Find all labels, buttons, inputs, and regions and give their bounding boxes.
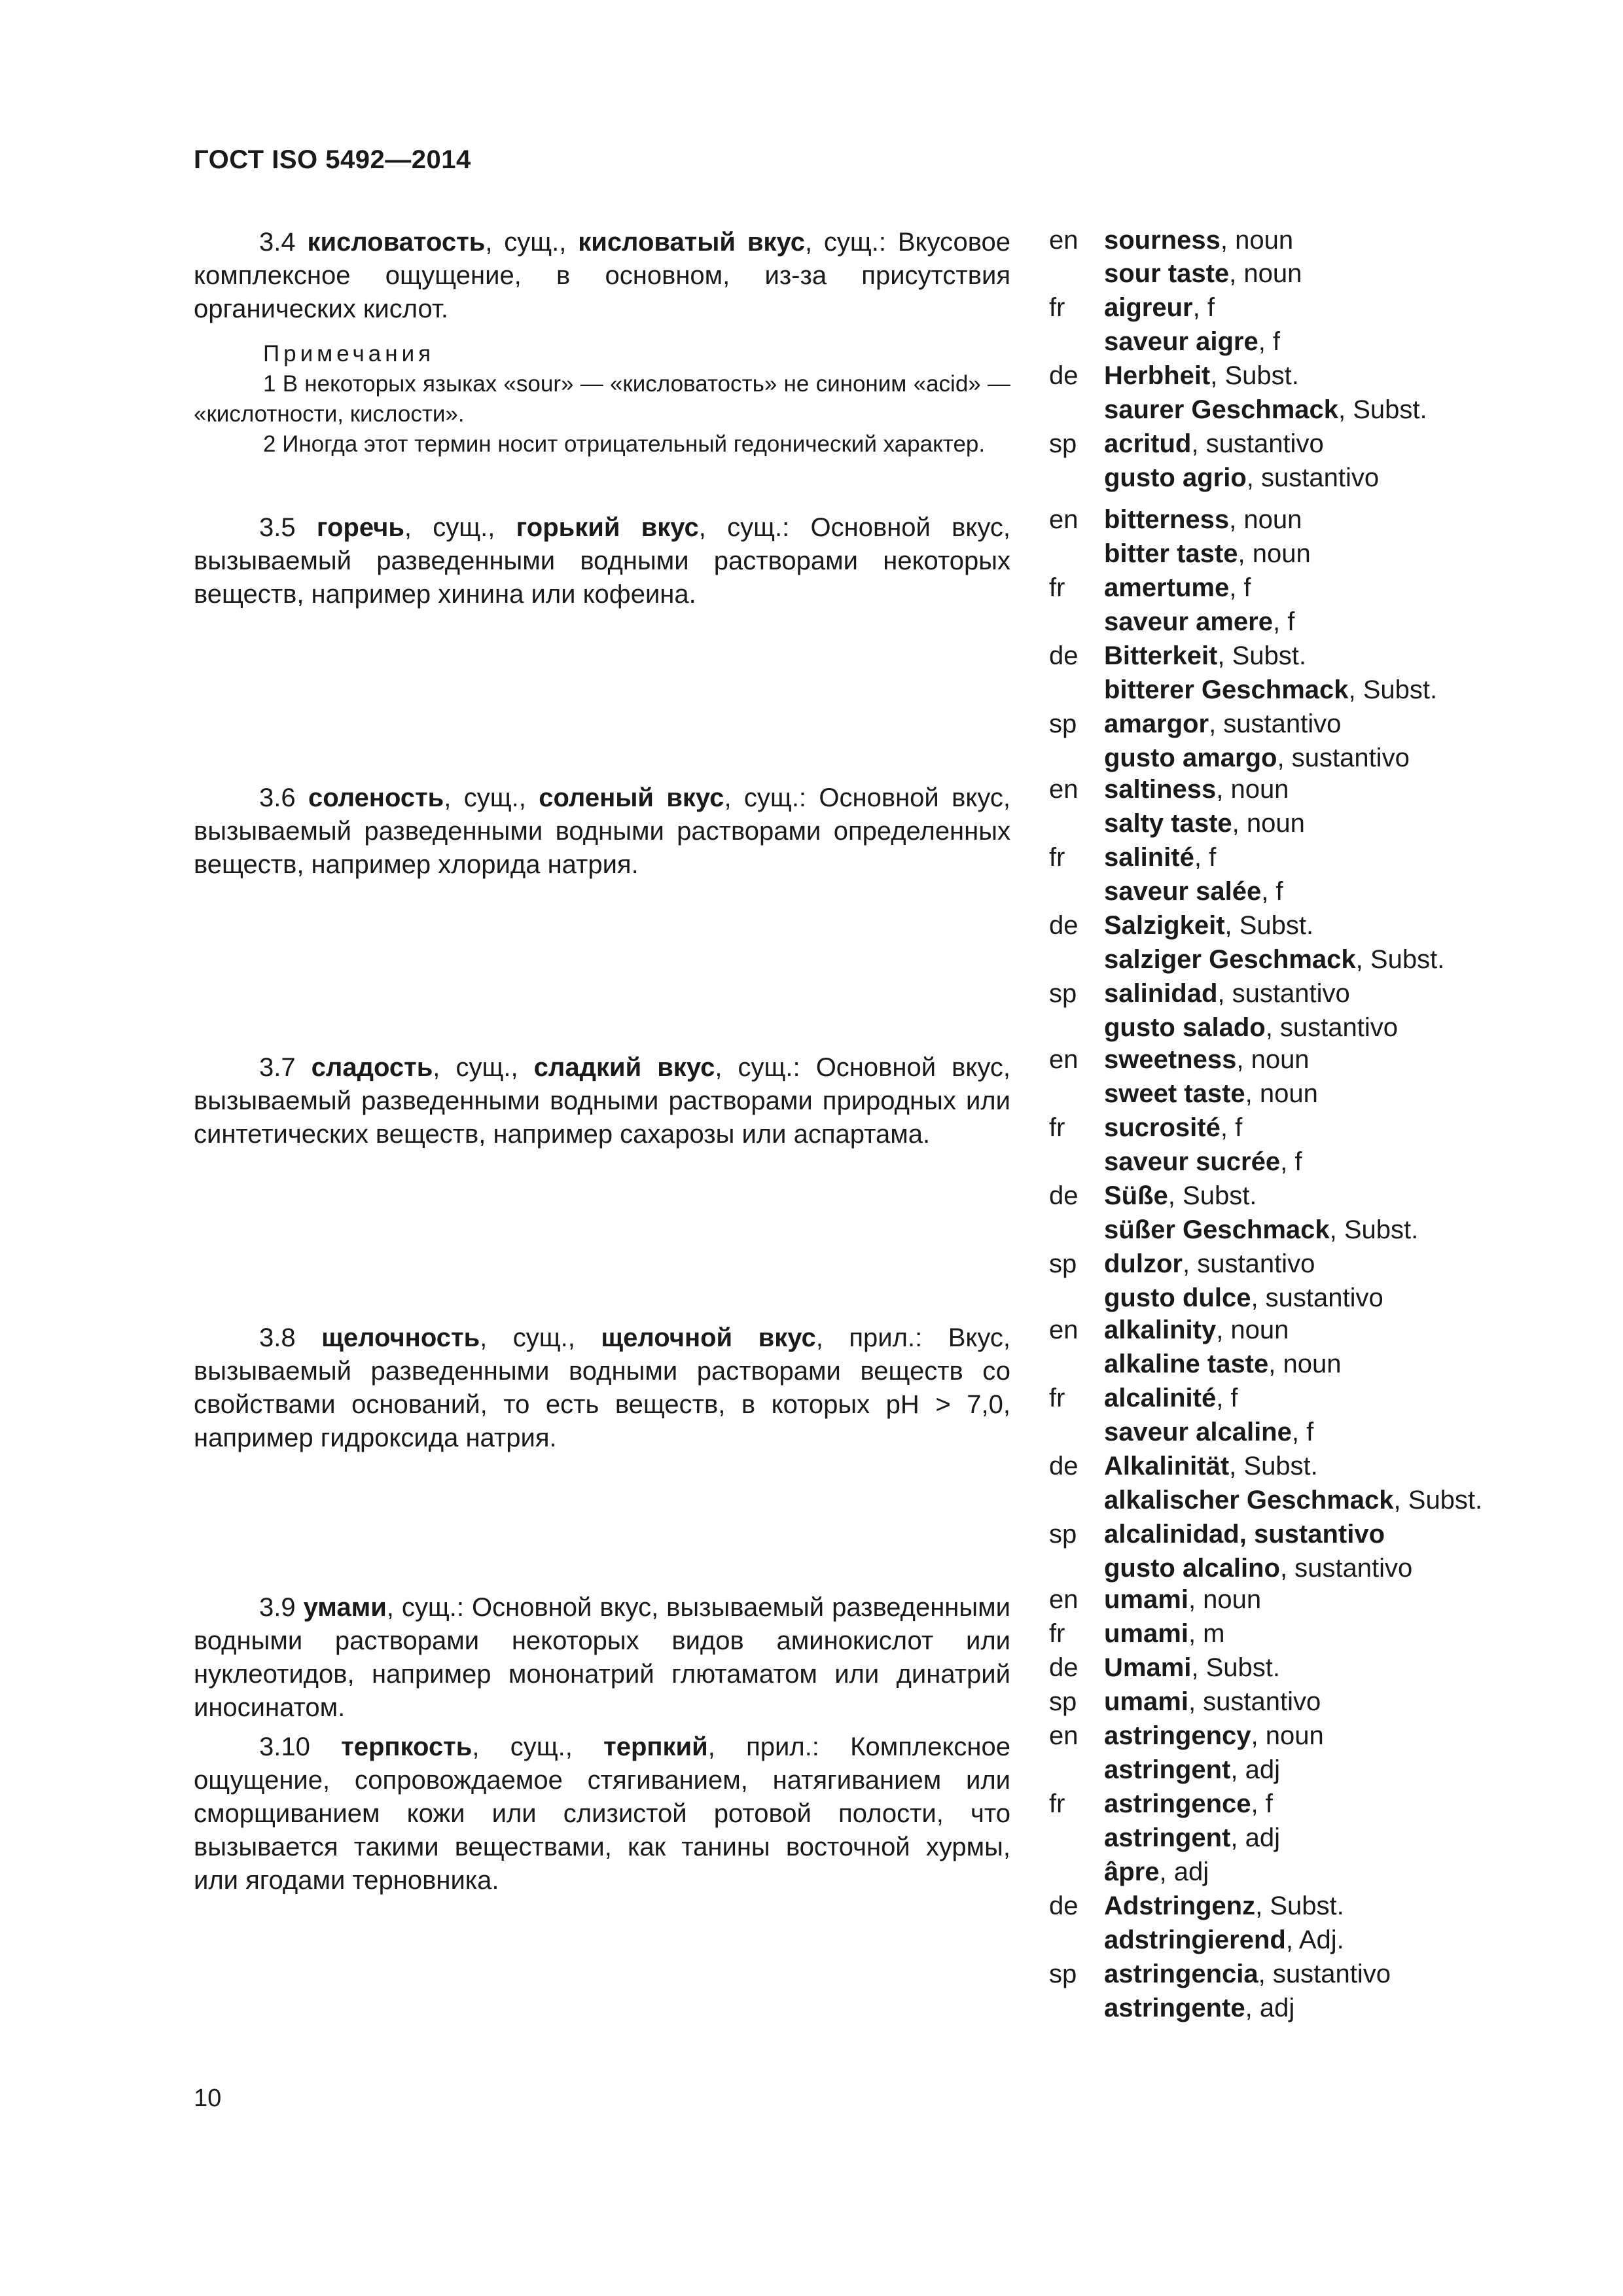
translation-pos: , noun: [1236, 1045, 1310, 1074]
translation-word: sour taste: [1104, 259, 1230, 288]
translation-word: Umami: [1104, 1653, 1192, 1682]
translation-lang: de: [1049, 911, 1079, 940]
term-definition: , сущ.: Основной вкус, вызываемый разведенными водными растворами определенных веществ, например хлорида натрия.: [194, 783, 1010, 879]
term-3-7: [194, 1051, 1010, 1151]
translation-word: umami: [1104, 1687, 1188, 1716]
term-definition: , сущ.: Основной вкус, вызываемый разведенными водными растворами некоторых веществ, например хинина или кофеина.: [194, 513, 1010, 609]
term-synonym: терпкий: [603, 1732, 708, 1761]
translation-lang: en: [1049, 1316, 1079, 1344]
term-sep: , сущ.,: [433, 1053, 534, 1082]
translation-term: [1104, 1926, 1344, 1955]
translation-pos: , sustantivo: [1258, 1960, 1391, 1988]
term-name: терпкость: [341, 1732, 473, 1761]
translation-pos: , adj: [1159, 1857, 1209, 1886]
translation-pos: , f: [1192, 293, 1215, 322]
term-synonym: соленый вкус: [539, 783, 724, 812]
translation-lang: de: [1049, 641, 1079, 670]
term-number: 3.7: [259, 1053, 296, 1082]
translation-term: [1104, 1350, 1341, 1379]
translation-word: bitter taste: [1104, 539, 1238, 568]
translation-pos: , f: [1220, 1113, 1243, 1142]
translation-word: acritud: [1104, 429, 1192, 458]
translation-term: [1104, 1994, 1294, 2023]
translation-term: [1104, 775, 1289, 804]
translation-pos: , noun: [1238, 539, 1311, 568]
term-3-5: [194, 511, 1010, 611]
translation-word: amargor: [1104, 709, 1209, 738]
translation-lang: en: [1049, 505, 1079, 534]
translation-pos: , sustantivo: [1217, 979, 1350, 1008]
translation-pos: , Subst.: [1355, 945, 1445, 974]
translation-term: [1104, 259, 1302, 289]
translation-term: [1104, 877, 1283, 906]
note-2: 2 Иногда этот термин носит отрицательный гедонический характер.: [263, 431, 986, 457]
translation-term: [1104, 1215, 1418, 1245]
translation-word: salty taste: [1104, 809, 1232, 838]
translation-word: astringent: [1104, 1755, 1231, 1784]
translation-word: Alkalinität: [1104, 1452, 1230, 1480]
term-name: щелочность: [321, 1323, 480, 1352]
translation-pos: , sustantivo: [1277, 744, 1410, 772]
translation-term: [1104, 709, 1341, 739]
translation-word: salinidad: [1104, 979, 1218, 1008]
translation-pos: , Subst.: [1191, 1653, 1281, 1682]
translation-pos: , Subst.: [1329, 1215, 1419, 1244]
translation-term: [1104, 744, 1410, 773]
term-number: 3.4: [259, 228, 296, 257]
translation-word: Bitterkeit: [1104, 641, 1218, 670]
translation-word: sucrosité: [1104, 1113, 1221, 1142]
translation-lang: en: [1049, 1585, 1079, 1614]
translation-word: alkalischer Geschmack: [1104, 1486, 1394, 1515]
term-number: 3.6: [259, 783, 296, 812]
translation-term: [1104, 945, 1444, 975]
term-synonym: сладкий вкус: [533, 1053, 715, 1082]
translation-pos: , Subst.: [1168, 1181, 1257, 1210]
translation-term: [1104, 226, 1293, 255]
translation-term: [1104, 843, 1216, 872]
translation-pos: , Subst.: [1229, 1452, 1318, 1480]
translation-word: alcalinité: [1104, 1384, 1217, 1412]
term-name: кисловатость: [307, 228, 486, 257]
translation-lang: en: [1049, 1045, 1079, 1074]
translation-term: [1104, 1384, 1238, 1413]
translation-word: sourness: [1104, 226, 1221, 255]
translation-word: astringent: [1104, 1823, 1231, 1852]
translation-word: astringente: [1104, 1994, 1245, 2022]
translation-word: umami: [1104, 1619, 1188, 1648]
translation-term: [1104, 1283, 1383, 1313]
translation-pos: , sustantivo: [1191, 429, 1324, 458]
translation-pos: , sustantivo: [1188, 1687, 1321, 1716]
translation-lang: fr: [1049, 1789, 1065, 1818]
translation-pos: , f: [1272, 607, 1295, 636]
translation-lang: sp: [1049, 1249, 1077, 1278]
translation-word: gusto agrio: [1104, 463, 1247, 492]
translation-term: [1104, 361, 1299, 391]
translation-word: saveur aigre: [1104, 327, 1258, 356]
translation-term: [1104, 1823, 1280, 1853]
translation-term: [1104, 1789, 1273, 1819]
translation-term: [1104, 1892, 1344, 1921]
translation-pos: , Subst.: [1255, 1892, 1344, 1920]
translation-term: [1104, 1554, 1412, 1583]
translation-term: [1104, 979, 1350, 1009]
page-number: 10: [194, 2085, 222, 2112]
translation-term: [1104, 1181, 1257, 1211]
translation-lang: fr: [1049, 293, 1065, 322]
translation-word: süßer Geschmack: [1104, 1215, 1330, 1244]
translation-lang: de: [1049, 1653, 1079, 1682]
translation-term: [1104, 1755, 1280, 1785]
term-3-6: [194, 781, 1010, 882]
term-number: 3.9: [259, 1593, 296, 1622]
translation-pos: , sustantivo: [1251, 1283, 1383, 1312]
translation-pos: , noun: [1216, 775, 1289, 804]
translation-term: [1104, 573, 1251, 603]
translation-word: saveur sucrée: [1104, 1147, 1281, 1176]
translation-pos: , Subst.: [1393, 1486, 1483, 1515]
translation-word: astringencia: [1104, 1960, 1258, 1988]
term-definition: , прил.: Комплексное ощущение, сопровождаемое стягиванием, натягиванием или сморщиванием кожи или слизистой ротовой полости, что вызывается такими веществами, как танины восточной хурмы, или ягодами терновника.: [194, 1732, 1010, 1895]
term-sep: , сущ.,: [472, 1732, 604, 1761]
translation-term: [1104, 1013, 1398, 1043]
term-sep: , сущ.,: [404, 513, 516, 542]
translation-word: salziger Geschmack: [1104, 945, 1356, 974]
translation-pos: , f: [1258, 327, 1281, 356]
translation-word: gusto alcalino: [1104, 1554, 1280, 1583]
term-3-9: [194, 1591, 1010, 1725]
translation-pos: , Adj.: [1285, 1926, 1344, 1954]
translation-lang: en: [1049, 226, 1079, 255]
term-synonym: щелочной вкус: [601, 1323, 816, 1352]
term-3-8: [194, 1321, 1010, 1455]
translation-pos: , noun: [1245, 1079, 1318, 1108]
translation-word: Salzigkeit: [1104, 911, 1225, 940]
translation-lang: en: [1049, 775, 1079, 804]
translation-term: [1104, 1045, 1310, 1075]
translation-lang: fr: [1049, 843, 1065, 872]
translation-term: [1104, 429, 1324, 459]
translation-term: [1104, 1585, 1261, 1615]
translation-word: saurer Geschmack: [1104, 395, 1339, 424]
translation-lang: de: [1049, 1892, 1079, 1920]
translation-pos: , Subst.: [1348, 675, 1438, 704]
translation-pos: , Subst.: [1217, 641, 1307, 670]
translation-term: [1104, 1316, 1289, 1345]
translation-term: [1104, 1653, 1280, 1683]
translation-word: saveur alcaline: [1104, 1418, 1292, 1446]
translation-term: [1104, 911, 1313, 941]
translation-pos: , Subst.: [1210, 361, 1299, 390]
translation-lang: de: [1049, 361, 1079, 390]
translation-pos: , adj: [1230, 1755, 1280, 1784]
translation-pos: , noun: [1232, 809, 1305, 838]
translation-lang: sp: [1049, 1687, 1077, 1716]
translation-lang: de: [1049, 1181, 1079, 1210]
note-1: 1 В некоторых языках «sour» — «кисловатость» не синоним «acid» — «кислотности, кислости».: [194, 371, 1010, 427]
translation-word: bitterer Geschmack: [1104, 675, 1349, 704]
translation-term: [1104, 395, 1427, 425]
term-3-4: [194, 226, 1010, 326]
translation-term: [1104, 1520, 1385, 1549]
translation-pos: , noun: [1229, 259, 1302, 288]
translation-pos: , noun: [1268, 1350, 1342, 1378]
translation-term: [1104, 463, 1379, 493]
translation-word: alcalinidad, sustantivo: [1104, 1520, 1385, 1549]
translation-term: [1104, 1721, 1324, 1751]
translation-pos: , f: [1229, 573, 1251, 602]
translation-pos: , adj: [1230, 1823, 1280, 1852]
translation-term: [1104, 1113, 1242, 1143]
term-number: 3.5: [259, 513, 296, 542]
translation-term: [1104, 539, 1311, 569]
translation-word: Süße: [1104, 1181, 1168, 1210]
translation-lang: de: [1049, 1452, 1079, 1480]
translation-word: sweetness: [1104, 1045, 1237, 1074]
translation-word: astringence: [1104, 1789, 1251, 1818]
term-synonym: горький вкус: [516, 513, 699, 542]
translation-term: [1104, 1960, 1391, 1989]
translation-lang: sp: [1049, 1520, 1077, 1549]
term-definition: , сущ.: Основной вкус, вызываемый разведенными водными растворами природных или синтетических веществ, например сахарозы или аспартама.: [194, 1053, 1010, 1149]
translation-pos: , sustantivo: [1182, 1249, 1315, 1278]
translation-term: [1104, 1079, 1318, 1109]
translation-term: [1104, 1249, 1315, 1279]
notes-title: Примечания: [263, 341, 435, 367]
translation-term: [1104, 1452, 1318, 1481]
translation-lang: fr: [1049, 573, 1065, 602]
translation-word: sweet taste: [1104, 1079, 1245, 1108]
translation-word: saveur amere: [1104, 607, 1273, 636]
translation-lang: fr: [1049, 1384, 1065, 1412]
translation-term: [1104, 1619, 1224, 1649]
translation-term: [1104, 293, 1215, 323]
term-name: горечь: [316, 513, 404, 542]
translation-pos: , f: [1261, 877, 1283, 906]
translation-word: saltiness: [1104, 775, 1217, 804]
translation-term: [1104, 1147, 1302, 1177]
term-number: 3.10: [259, 1732, 310, 1761]
translation-pos: , adj: [1245, 1994, 1295, 2022]
term-3-4-notes: [194, 339, 1010, 459]
translation-lang: sp: [1049, 1960, 1077, 1988]
translation-pos: , sustantivo: [1246, 463, 1380, 492]
translation-term: [1104, 809, 1305, 838]
translation-word: Adstringenz: [1104, 1892, 1256, 1920]
translation-word: astringency: [1104, 1721, 1251, 1750]
translation-pos: , f: [1291, 1418, 1314, 1446]
translation-term: [1104, 641, 1306, 671]
translation-pos: , f: [1194, 843, 1217, 872]
translation-pos: , f: [1216, 1384, 1238, 1412]
translation-word: salinité: [1104, 843, 1194, 872]
translation-word: umami: [1104, 1585, 1188, 1614]
term-definition: , сущ.: Вкусовое комплексное ощущение, в основном, из-за присутствия органических кислот.: [194, 228, 1010, 323]
translation-word: Herbheit: [1104, 361, 1211, 390]
translation-pos: , noun: [1188, 1585, 1262, 1614]
translation-word: gusto amargo: [1104, 744, 1277, 772]
translation-term: [1104, 1857, 1209, 1887]
translation-pos: , noun: [1251, 1721, 1324, 1750]
translation-lang: sp: [1049, 979, 1077, 1008]
translation-pos: , sustantivo: [1265, 1013, 1399, 1042]
translation-term: [1104, 505, 1302, 535]
term-sep: , сущ.,: [480, 1323, 601, 1352]
translation-lang: sp: [1049, 709, 1077, 738]
translation-word: adstringierend: [1104, 1926, 1286, 1954]
translation-word: aigreur: [1104, 293, 1193, 322]
translation-word: saveur salée: [1104, 877, 1262, 906]
translation-term: [1104, 1687, 1321, 1717]
translation-term: [1104, 607, 1294, 637]
translation-term: [1104, 675, 1437, 705]
translation-word: alkalinity: [1104, 1316, 1217, 1344]
translation-word: amertume: [1104, 573, 1230, 602]
translation-word: bitterness: [1104, 505, 1230, 534]
term-name: соленость: [308, 783, 444, 812]
translation-lang: en: [1049, 1721, 1079, 1750]
translation-pos: , noun: [1229, 505, 1302, 534]
translation-word: gusto dulce: [1104, 1283, 1251, 1312]
term-name: умами: [303, 1593, 387, 1622]
translation-pos: , noun: [1220, 226, 1294, 255]
translation-word: dulzor: [1104, 1249, 1183, 1278]
term-definition: , прил.: Вкус, вызываемый разведенными водными растворами веществ со свойствами оснований, то есть веществ, в которых pH > 7,0, например гидроксида натрия.: [194, 1323, 1010, 1452]
term-definition: , сущ.: Основной вкус, вызываемый разведенными водными растворами некоторых видов аминокислот или нуклеотидов, например мононатрий глютаматом или динатрий иносинатом.: [194, 1593, 1010, 1722]
term-sep: , сущ.,: [444, 783, 539, 812]
translation-pos: , f: [1280, 1147, 1302, 1176]
translation-lang: fr: [1049, 1619, 1065, 1648]
translation-pos: , sustantivo: [1209, 709, 1342, 738]
translation-word: gusto salado: [1104, 1013, 1266, 1042]
translation-lang: sp: [1049, 429, 1077, 458]
translation-pos: , noun: [1216, 1316, 1289, 1344]
translation-pos: , f: [1251, 1789, 1273, 1818]
translation-pos: , m: [1188, 1619, 1225, 1648]
translation-term: [1104, 327, 1280, 357]
translation-word: âpre: [1104, 1857, 1160, 1886]
document-header: ГОСТ ISO 5492—2014: [194, 145, 471, 174]
term-name: сладость: [311, 1053, 433, 1082]
term-number: 3.8: [259, 1323, 296, 1352]
term-sep: , сущ.,: [485, 228, 579, 257]
translation-pos: , Subst.: [1224, 911, 1314, 940]
translation-term: [1104, 1486, 1482, 1515]
term-3-10: [194, 1731, 1010, 1897]
translation-lang: fr: [1049, 1113, 1065, 1142]
translation-word: alkaline taste: [1104, 1350, 1269, 1378]
term-synonym: кисловатый вкус: [578, 228, 805, 257]
translation-pos: , sustantivo: [1279, 1554, 1413, 1583]
translation-term: [1104, 1418, 1313, 1447]
translation-pos: , Subst.: [1338, 395, 1427, 424]
